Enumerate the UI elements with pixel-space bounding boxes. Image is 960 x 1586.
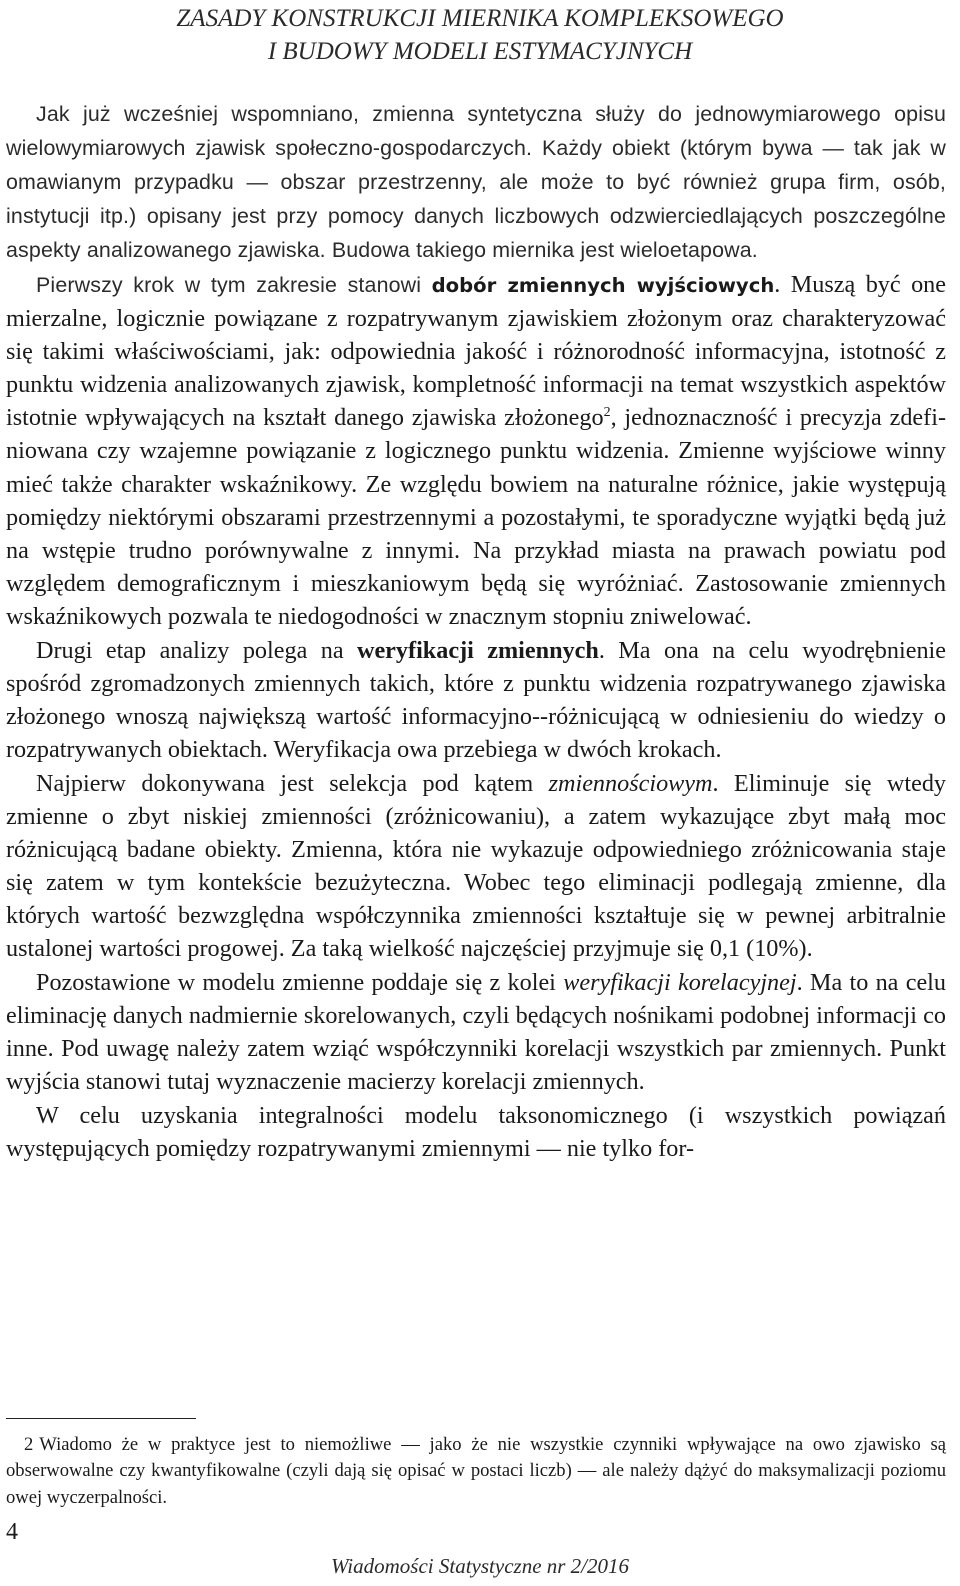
paragraph-6-text: W celu uzyskania integralności modelu taksonomicznego (i wszystkich powiązań występujących pomiędzy rozpatrywanymi zmiennymi — nie tylko for- [6,1102,946,1163]
footnote-text: Wiadomo że w praktyce jest to niemożliwe — jako że nie wszystkie czynniki wpływające na owo zjawisko są obserwowalne czy kwantyfikowalne (czyli dają się opisać w postaci liczb) — ale należy dążyć do maksymalizacji poziomu owej wyczerpalności. [6,1434,946,1508]
term-zmiennosciowym: zmiennościowym [548,769,713,797]
footnote-divider [6,1418,196,1419]
page-number: 4 [6,1519,18,1545]
header-line-1: ZASADY KONSTRUKCJI MIERNIKA KOMPLEKSOWEGO [176,5,784,32]
paragraph-5-body: . Ma to na celu eliminację danych nadmiernie skorelowanych, czyli będących nośnikami podobnej informacji co inne. Pod uwagę należy zatem wziąć współczynniki korelacji wszystkich par zmiennych. Punkt wyjścia stanowi tutaj wyznaczenie macierzy korelacji zmiennych. [6,969,946,1096]
paragraph-3 [6,634,946,766]
paragraph-5-lead: Pozostawione w modelu zmienne poddaje się z kolei [36,969,564,997]
body-text [6,97,946,1166]
paragraph-1-text: Jak już wcześniej wspomniano, zmienna syntetyczna służy do jednowymiarowego opisu wielowymiarowych zjawisk społeczno-gospodarczych. Każdy obiekt (którym bywa — tak jak w omawianym przypadku — obszar przestrzenny, ale może to być również grupa firm, osób, instytucji itp.) opisany jest przy pomocy danych liczbowych odzwierciedlających poszczególne aspekty analizowanego zjawiska. Budowa takiego miernika jest wieloetapowa. [6,102,946,263]
paragraph-1 [6,97,946,267]
term-weryfikacja-zmiennych: weryfikacji zmiennych [356,636,599,664]
paragraph-4-lead: Najpierw dokonywana jest selekcja pod kątem [36,769,549,797]
term-dobor-zmiennych: dobór zmiennych wyjściowych [431,274,775,298]
header-line-2: I BUDOWY MODELI ESTYMACYJNYCH [267,38,693,65]
footnote-ref-2[interactable]: 2 [603,405,611,421]
paragraph-5 [6,966,946,1098]
paragraph-6 [6,1099,946,1165]
term-weryfikacja-korelacyjna: weryfikacji korelacyjnej [563,969,797,997]
running-footer: Wiadomości Statystyczne nr 2/2016 [330,1554,630,1578]
paragraph-4 [6,767,946,965]
paragraph-2 [6,268,946,633]
paragraph-4-body: . Eliminuje się wtedy zmienne o zbyt niskiej zmienności (zróżnicowaniu), a zatem wykazujące zbyt małą moc różnicującą badane obiekty. Zmienna, która nie wykazuje odpowiedniego zróżnicowania staje się zatem w tym kontekście bezużyteczna. Wobec tego eliminacji podlegają zmienne, dla których wartość bezwzględna współczynnika zmienności kształtuje się w pewnej arbitralnie ustalonej wartości progowej. Za taką wielkość najczęściej przyjmuje się 0,1 (10%). [6,769,947,963]
paragraph-2-body: . Muszą być one mierzalne, logicznie powiązane z rozpatrywanym zjawiskiem złożonym oraz charakteryzować się takimi właściwościami, jak: odpowiednia jakość i różnorodność informacyjna, istotność z punktu widzenia analizowanych zjawisk, kompletność informacji na temat wszystkich aspektów istotnie wpływających na kształt danego zjawiska złożonego [6,271,946,432]
paragraph-2-lead: Pierwszy krok w tym zakresie stanowi [36,273,432,298]
footnote-number: 2 [24,1434,34,1455]
footnote [6,1432,946,1511]
paragraph-3-lead: Drugi etap analizy polega na [36,636,357,664]
paragraph-3-body: . Ma ona na celu wyodrębnienie spośród zgromadzonych zmiennych takich, które z punktu widzenia rozpatrywanego zjawiska złożonego wnoszą największą wartość informacyjno--różnicującą w odniesieniu do wiedzy o rozpatrywanych obiektach. Weryfikacja owa przebiega w dwóch krokach. [6,636,947,763]
paragraph-2-tail: , jednoznaczność i precyzja zdefiniowana czy wzajemne powiązanie z logicznego punktu widzenia. Zmienne wyjściowe winny mieć także charakter wskaźnikowy. Ze względu bowiem na naturalne różnice, jakie występują pomiędzy niektórymi obszarami przestrzennymi a pozostałymi, te sporadyczne wyjątki będą już na wstępie trudno porównywalne z innymi. Na przykład miasta na prawach powiatu pod względem demograficznym i mieszkaniowym będą się wyróżniać. Zastosowanie zmiennych wskaźnikowych pozwala te niedogodności w znacznym stopniu zniwelować. [6,404,946,630]
running-header [0,2,960,68]
